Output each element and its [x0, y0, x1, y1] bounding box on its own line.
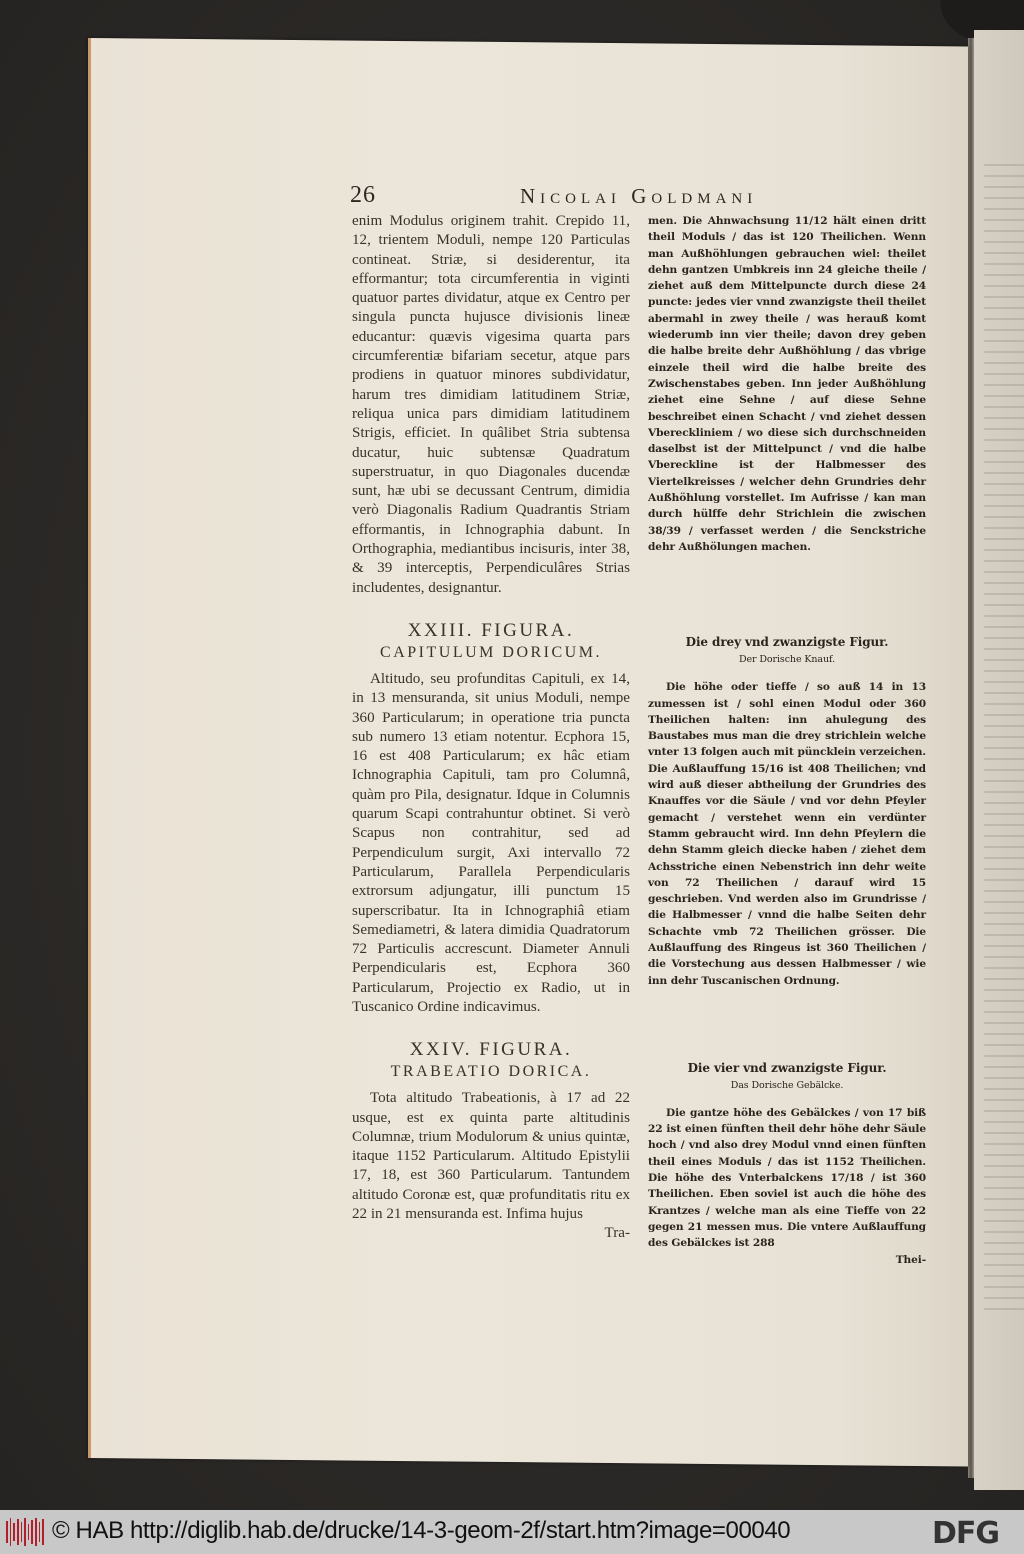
latin-catchword: Tra- — [604, 1225, 630, 1242]
author-running-title: Nicolai Goldmani — [520, 184, 758, 208]
running-head — [350, 182, 950, 212]
latin-figure-24-subheading: TRABEATIO DORICA. — [390, 1063, 592, 1081]
latin-intro-paragraph: enim Modulus originem trahit. Crepido 11, 12, trientem Moduli, nempe 120 Particulas contineat. Striæ, si desiderentur, ita efformantur; tota circumferentia in viginti quatuor partes dividatur, atque ex Centro per singula puncta hujusce divisionis lineæ educantur: quævis vigesima quarta pars circumferentiæ bifariam secetur, atque pars prodiens in quatuor minores subdividatur, harum tres dimidiam latitudinem Striæ, reliqua unica pars dimidiam latitudinem Strigis, efficiet. In quâlibet Stria subtensa ducatur, huic subtensæ Quadratum superstruatur, in quo Diagonales ducendæ sunt, hæ ubi se decussant Centrum, dimidia verò Diagonalis Radium Quadrantis Striam efformantis, in Ichnographia dabunt. In Orthographia, mediantibus incisuris, inter 38, & 39 interceptis, Perpendiculâres Strias includentes, designantur. — [352, 213, 630, 596]
copyright-url-link[interactable]: © HAB http://diglib.hab.de/drucke/14-3-geom-2f/start.htm?image=00040 — [52, 1517, 791, 1544]
german-figure-23-subheading: Der Dorische Knauf. — [739, 654, 835, 666]
latin-figure-23-heading: XXIII. FIGURA. — [407, 619, 575, 641]
hab-logo-icon — [6, 1518, 44, 1546]
latin-figure-24-text: Tota altitudo Trabeationis, à 17 ad 22 usque, est ex quinta parte altitudinis Columnæ, trium Modulorum & unius quintæ, itaque 1152 Particularum. Altitudo Epistylii 17, 18, est 360 Particularum. Tantundem altitudo Coronæ est, quæ profunditatis ritu ex 22 in 21 mensuranda est. Infima hujus — [352, 1090, 630, 1223]
german-figure-24-subheading: Das Dorische Gebälcke. — [730, 1079, 844, 1091]
footer-bar — [0, 1510, 1024, 1554]
page-number: 26 — [350, 182, 376, 208]
german-catchword: Thei- — [895, 1253, 926, 1266]
german-intro-paragraph: men. Die Ahnwachsung 11/12 hält einen dritt theil Moduls / das ist 120 Theilichen. Wenn man Außhöhlungen gebrauchen wiel: theilet dehn gantzen Umbkreis inn 24 gleiche theile / ziehet auß dem Mittelpuncte durch diese 24 puncte: jedes vier vnnd zwanzigste theil theilet abermahl in zwey theile / was herauß komt wiederumb inn vier theile; davon drey geben die halbe breite dehr Außhöhlung / das vbrige einzele theil wird die halbe breite des Zwischenstabes geben. Inn jeder Außhöhlung ziehet eine Sehne / auf diese Sehne beschreibet einen Schacht / vnd ziehet dessen Vbereckliniem / wo diese sich durchschneiden daselbst ist der Mittelpunct / vnd die halbe Vbereckline ist der Halbmesser des Viertelkreisses / welcher dehn Grundries dehr Außhöhlung vorstellet. Im Aufrisse / kan man durch hülffe dehr Strichlein die zwischen 38/39 / verfasset werden / die Senckstriche dehr Außhölungen machen. — [648, 215, 926, 553]
book-spine — [968, 38, 974, 1478]
german-figure-24-heading: Die vier vnd zwanzigste Figur. — [687, 1060, 887, 1075]
facing-page-text-bleed — [984, 160, 1024, 1310]
dfg-logo-icon: DFG — [932, 1516, 1000, 1551]
latin-column — [352, 212, 630, 1244]
german-figure-23-heading: Die drey vnd zwanzigste Figur. — [685, 635, 889, 650]
latin-figure-24-heading: XXIV. FIGURA. — [409, 1039, 573, 1061]
german-figure-23-text: Die höhe oder tieffe / so auß 14 in 13 zumessen ist / sohl einen Modul oder 360 Theilichen halten: inn ahulegung des Baustabes mus man die drey strichlein welche vnter 13 folgen auch mit püncklein verzeichen. Die Außlauffung 15/16 ist 408 Theilichen; vnd wird auß dieser abtheilung der Grundries des Knauffes vor die Säule / vnd vor dehn Pfeyler gemacht / verstehet wenn ein verdünter Stamm gebraucht wird. Inn dehn Pfeylern die dehn Stamm gleich diecke haben / ziehet dem Achsstriche einen Nebenstrich inn dehr weite von 72 Theilichen / darauf wird 15 geschrieben. Vnd werden also im Grundrisse / die Halbmesser / vnnd die halbe Seiten dehr Schachte vmb 72 Theilichen grösser. Die Außlauffung des Ringeus ist 360 Theilichen / die Vorstechung aus dessen Halbmesser / wie inn dehr Tuscanischen Ordnung. — [648, 681, 926, 987]
latin-figure-23-subheading: CAPITULUM DORICUM. — [380, 643, 602, 661]
german-column — [648, 213, 926, 1268]
german-figure-24-text: Die gantze höhe des Gebälckes / von 17 biß 22 ist einen fünften theil dehr höhe dehr Säule hoch / vnd also drey Modul vnnd einen fünften theil eines Moduls / das ist 1152 Theilichen. Die höhe des Vnterbalckens 17/18 / ist 360 Theilichen. Eben soviel ist auch die höhe des Krantzes / welche man als eine Tieffe von 22 gegen 21 messen mus. Die vntere Außlauffung des Gebälckes ist 288 — [648, 1106, 926, 1250]
latin-figure-23-text: Altitudo, seu profunditas Capituli, ex 14, in 13 mensuranda, sit unius Moduli, nempe 360 Particularum; in operatione tria puncta sub numero 13 etiam notentur. Ecphora 15, 16 est 408 Particularum; ex hâc etiam Ichnographia Capituli, tam pro Columnâ, quàm pro Pila, designatur. Idque in Columnis quarum Scapi contrahuntur obtinet. Si verò Scapus non contrahitur, sed ad Perpendiculum surgit, Axi intervallo 72 Particularum, Parallela Perpendicularis extrorsum adjungatur, illi punctum 15 superscribatur. Ita in Ichnographiâ etiam Semediametri, & latera dimidia Quadratorum 72 Particulis accrescunt. Diameter Annuli Perpendicularis est, Ecphora 360 Particularum, Projectio ex Radio, ut in Tuscanico Ordine indicavimus. — [352, 670, 630, 1015]
